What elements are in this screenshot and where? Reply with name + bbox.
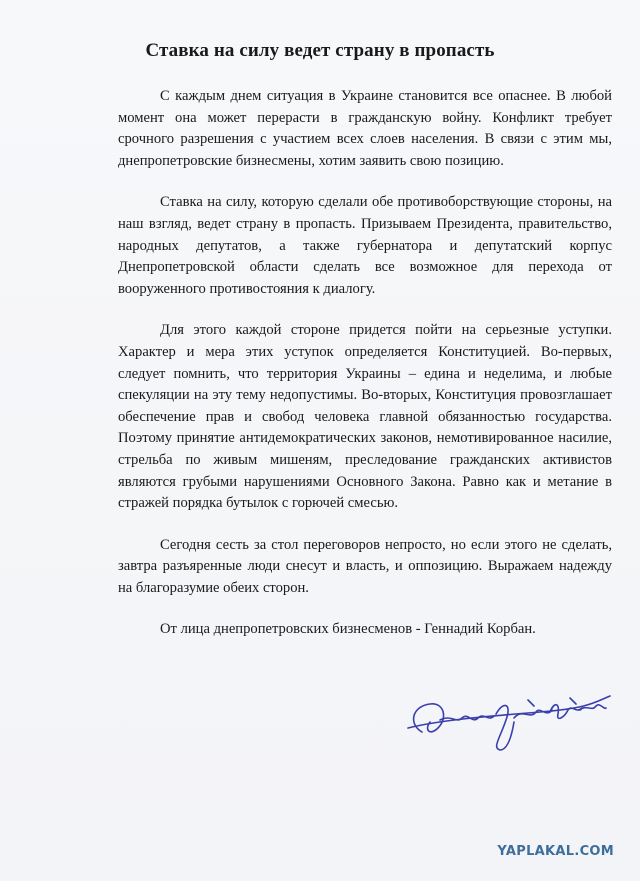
letter-body xyxy=(118,86,612,641)
paragraph-4: Сегодня сесть за стол переговоров непросто, но если этого не сделать, завтра разъяренные люди снесут и власть, и оппозицию. Выражаем надежду на благоразумие обеих сторон. xyxy=(118,536,612,596)
handwritten-signature xyxy=(400,690,615,752)
site-watermark: YAPLAKAL.COM xyxy=(497,844,614,859)
paragraph-1: С каждым днем ситуация в Украине становится все опаснее. В любой момент она может перерасти в гражданскую войну. Конфликт требует срочного разрешения с участием всех слоев населения. В связи с этим мы, днепропетровские бизнесмены, хотим заявить свою позицию. xyxy=(118,88,612,169)
paragraph-3: Для этого каждой стороне придется пойти на серьезные уступки. Характер и мера этих уступок определяется Конституцией. Во-первых, следует помнить, что территория Украины – едина и неделима, и любые спекуляции на эту тему недопустимы. Во-вторых, Конституция провозглашает обеспечение прав и свобод человека главной обязанностью государства. Поэтому принятие антидемократических законов, немотивированное насилие, стрельба по живым мишеням, преследование гражданских активистов являются грубыми нарушениями Основного Закона. Равно как и метание в стражей порядка бутылок с горючей смесью. xyxy=(118,322,612,512)
paragraph-2: Ставка на силу, которую сделали обе противоборствующие стороны, на наш взгляд, ведет страну в пропасть. Призываем Президента, правительство, народных депутатов, а также губернатора и депутатский корпус Днепропетровской области сделать все возможное для перехода от вооруженного противостояния к диалогу. xyxy=(118,194,612,297)
letter-title: Ставка на силу ведет страну в пропасть xyxy=(145,40,495,61)
signoff-line: От лица днепропетровских бизнесменов - Геннадий Корбан. xyxy=(160,621,536,638)
